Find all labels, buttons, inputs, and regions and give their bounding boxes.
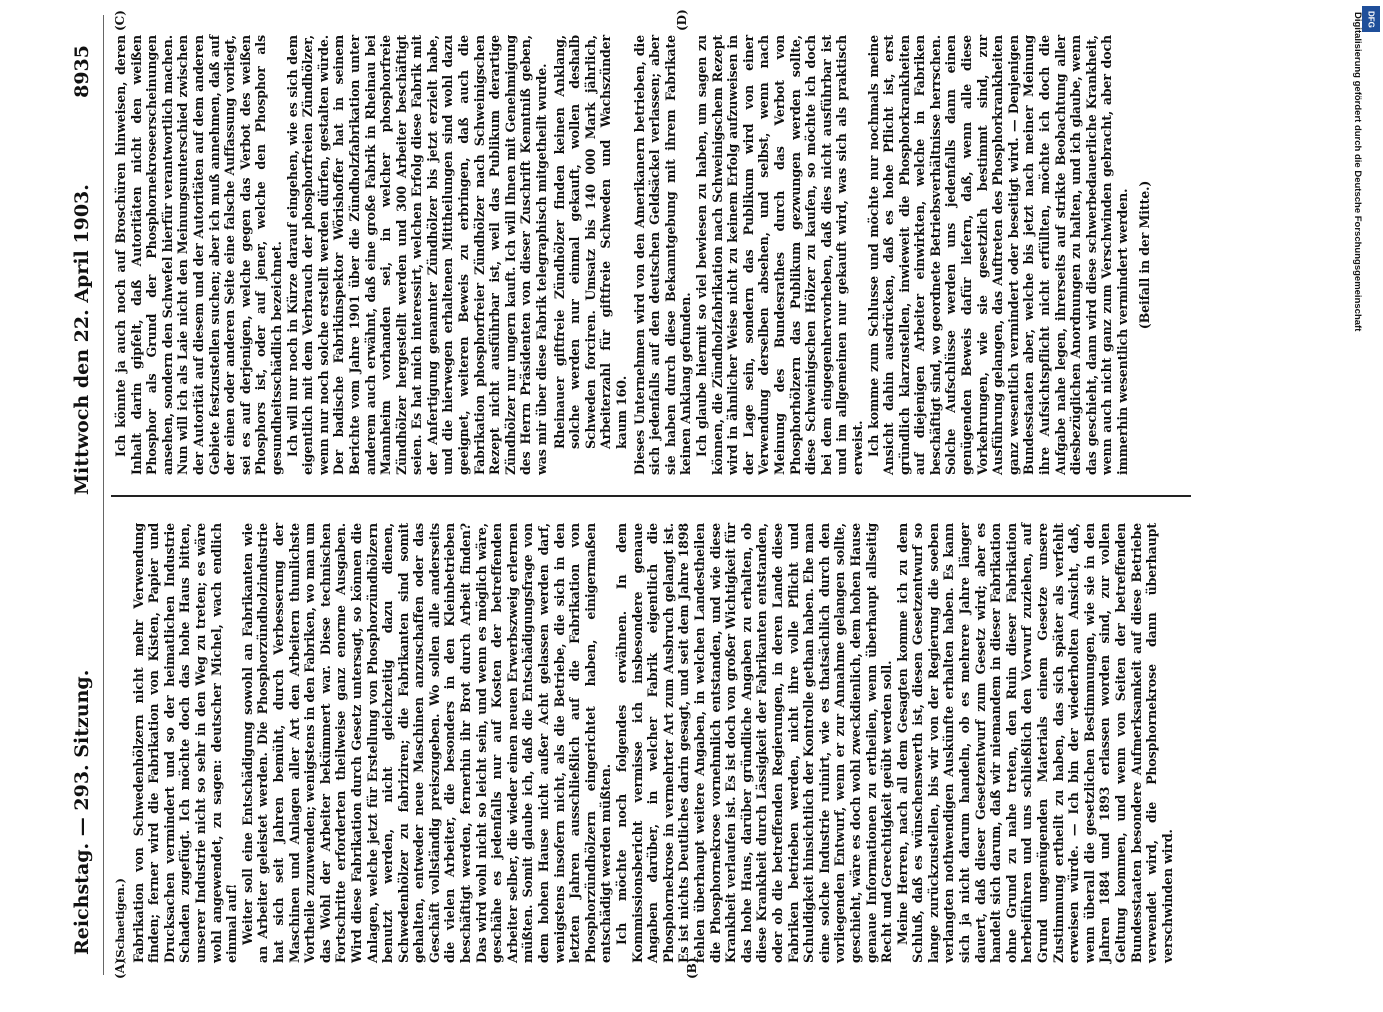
- speaker-label: (Schaetigen.): [113, 878, 127, 963]
- header-date: Mittwoch den 22. April 1903.: [71, 184, 93, 495]
- right-paragraph-2: Ich will nur noch in Kürze darauf eingehen, wie es sich dem eigentlich mit dem Verbrauch der phosphorfreien Zündhölzer, wenn nur noch solche erstellt werden dürfen, gestalten würde. Der badische Fabrikinspektor Wörishoffer hat in seinem Berichte vom Jahre 1901 über die Zündholzfabrikation unter anderem auch erwähnt, daß eine große Fabrik in Rheinau bei Mannheim vorhanden sei, in welcher phosphorfreie Zündhölzer hergestellt werden und 300 Arbeiter beschäftigt seien. Es hat mich interessirt, welchen Erfolg diese Fabrik mit der Anfertigung genannter Zündhölzer bis jetzt erzielt habe, und die hierwegen erhaltenen Mittheilungen sind wohl dazu geeignet, weiteren Beweis zu erbringen, daß auch die Fabrikation phosphorfreier Zündhölzer nach Schweinigschen Rezept nicht ausführbar ist, weil das Publikum derartige Zündhölzer nur ungern kauft. Ich will Ihnen mit Genehmigung des Herrn Präsidenten von dieser Zuschrift Kenntniß geben, was mir über diese Fabrik telegraphisch mitgetheilt wurde.: [284, 35, 550, 475]
- rotated-document-page: [65, 9, 1335, 979]
- marker-b: (B): [685, 957, 699, 979]
- right-paragraph-5: Ich komme zum Schlusse und möchte nur nochmals meine Ansicht dahin ausdrücken, daß es hohe Pflicht ist, erst gründlich klarzustellen, inwieweit die Phosphorkrankheiten auf diejenigen Arbeiter einwirkten, welche in Fabriken beschäftigt sind, wo geordnete Betriebsverhältnisse herrschen. Solche Aufschlüsse werden uns jedenfalls dann einen genügenden Beweis dafür liefern, daß, wenn alle diese Vorkehrungen, wie sie gesetzlich bestimmt sind, zur Ausführung gelangen, das Auftreten des Phosphorkrankheiten ganz wesentlich vermindert oder beseitigt wird. — Denjenigen Bundesstaaten aber, welche bis jetzt nach meiner Meinung ihre Aufsichtspflicht nicht erfüllten, möchte ich doch die Aufgabe nahe legen, ihrerseits auf strikte Beobachtung aller diesbezüglichen Anordnungen zu halten, und ich glaube, wenn das geschieht, dann wird diese schwerbedauerliche Krankheit, wenn auch nicht ganz zum Verschwinden gebracht, aber doch immerhin wesentlich vermindert werden.: [865, 35, 1130, 475]
- right-paragraph-4: Ich glaube hiermit so viel bewiesen zu haben, um sagen zu können, die Zündholzfabrikation nach Schweinigschem Rezept wird in ähnlicher Weise nicht zu keinem Erfolg aufzuweisen in der Lage sein, sondern das Publikum wird von einer Verwendung derselben absehen, und selbst, wenn nach Meinung des Bundesrathes durch das Verbot von Phosphorhölzern das Publikum gezwungen werden sollte, diese Schweinigschen Hölzer zu kaufen, so möchte ich doch bei dem eingegenhervorheben, daß dies nicht ausführbar ist und im allgemeinen nur gekauft wird, was sich als praktisch erweist.: [693, 35, 865, 475]
- left-paragraph-3: Ich möchte noch folgendes erwähnen. In dem Kommissionsbericht vermisse ich insbesondere genaue Angaben darüber, in welcher Fabrik eigentlich die Phosphornekrose in vermehrter Art zum Ausbruch gelangt ist. Es ist nichts Deutliches darin gesagt, und seit dem Jahre 1898 fehlen überhaupt weitere Angaben, in welchen Landestheilen die Phosphornekrose vornehmlich entstanden, und wie diese Krankheit verlaufen ist. Es ist doch von großer Wichtigkeit für das hohe Haus, darüber gründliche Angaben zu erhalten, ob diese Krankheit durch Lässigkeit der Fabrikanten entstanden, oder ob die betreffenden Regierungen, in deren Lande diese Fabriken betrieben werden, nicht ihre volle Pflicht und Schuldigkeit hinsichtlich der Kontrolle gethan haben. Ehe man eine solche Industrie ruinirt, wie es thatsächlich durch den vorliegenden Entwurf, wenn er zur Annahme gelangen sollte, geschieht, wäre es doch wohl zweckdienlich, dem hohen Hause genaue Informationen zu ertheilen, wenn überhaupt allseitig Recht und Gerechtigkeit geübt werden soll.: [614, 523, 895, 963]
- left-column: [113, 523, 1175, 963]
- dfg-logo: DFG: [1362, 6, 1380, 32]
- left-paragraph-1: Fabrikation von Schwedenhölzern nicht mehr Verwendung finden; ferner wird die Fabrikation von Kisten, Papier und Drucksachen vermindert und so der heimatlichen Industrie Schaden zugefügt. Ich möchte doch das hohe Haus bitten, unserer Industrie nicht so sehr in den Weg zu treten; es wäre wohl angewendet, zu sagen: deutscher Michel, wach endlich einmal auf!: [130, 523, 240, 963]
- left-paragraph-2: Weiter soll eine Entschädigung sowohl an Fabrikanten wie an Arbeiter geleistet werden. Die Phosphorzündholzindustrie hat sich seit Jahren bemüht, durch Verbesserung der Maschinen und Anlagen aller Art den Arbeitern thunlichste Vortheile zuzuwenden; wenigstens in den Fabriken, wo man um das Wohl der Arbeiter bekümmert war. Diese technischen Fortschritte erforderten theilweise ganz enorme Ausgaben. Wird diese Fabrikation durch Gesetz untersagt, so können die Anlagen, welche jetzt für Erstellung von Phosphorzündhölzern benutzt werden, nicht gleichzeitig dazu dienen, Schwedenhölzer zu fabriziren; die Fabrikanten sind somit gehalten, entweder neue Maschinen anzuschaffen oder das Geschäft vollständig preiszugeben. Wo sollen alle anderseits die vielen Arbeiter, die besonders in den Kleinbetrieben beschäftigt werden, fernerhin ihr Brot durch Arbeit finden? Das wird wohl nicht so leicht sein, und wenn es möglich wäre, geschähe es jedenfalls nur auf Kosten der betreffenden Arbeiter selber, die wieder einen neuen Erwerbszweig erlernen müßten. Somit glaube ich, daß die Entschädigungsfrage von dem hohen Hause nicht außer Acht gelassen werden darf, wenigstens insofern nicht, als die Betriebe, die sich in den letzten Jahren ausschließlich auf die Fabrikation von Phosphorzündhölzern eingerichtet haben, einigermaßen entschädigt werden müßten.: [239, 523, 614, 963]
- column-divider: [111, 495, 1191, 497]
- digitization-credit: Digitalisierung gefördert durch die Deutsche Forschungsgemeinschaft: [1352, 12, 1363, 332]
- marker-c: (C): [113, 10, 127, 31]
- marker-d: (D): [675, 9, 689, 31]
- right-column: [113, 35, 1152, 475]
- header-rule: [103, 15, 104, 975]
- header-left: Reichstag. — 293. Sitzung.: [71, 669, 93, 955]
- applause-note: (Beifall in der Mitte.): [1136, 180, 1152, 330]
- left-paragraph-4: Meine Herren, nach all dem Gesagten komme ich zu dem Schluß, daß es wünschenswerth ist, diesen Gesetzentwurf so lange zurückzustellen, bis wir von der Regierung die soeben verlangten nothwendigen Auskünfte erhalten haben. Es kann sich ja nicht darum handeln, ob es mehrere Jahre länger dauert, daß dieser Gesetzentwurf zum Gesetz wird; aber es handelt sich darum, daß wir niemandem in dieser Fabrikation ohne Grund zu nahe treten, den Ruin dieser Fabrikation herbeiführen und uns schließlich den Vorwurf zuziehen, auf Grund ungenügenden Materials einem Gesetze unsere Zustimmung ertheilt zu haben, das sich später als verfehlt erweisen würde. — Ich bin der wiederholten Ansicht, daß, wenn überall die gesetzlichen Bestimmungen, wie sie in den Jahren 1884 und 1893 erlassen worden sind, zur vollen Geltung kommen, und wenn von Seiten der betreffenden Bundesstaaten besondere Aufmerksamkeit auf diese Betriebe verwendet wird, die Phosphornekrose dann überhaupt verschwinden wird.: [894, 523, 1175, 963]
- right-paragraph-1: Ich könnte ja auch noch auf Broschüren hinweisen, deren Inhalt darin gipfelt, daß Autoritäten nicht den weißen Phosphor als Grund der Phosphornekroseerscheinungen ansehen, sondern den Schwefel hierfür verantwortlich machen. Nun will ich als Laie nicht den Meinungsunterschied zwischen der Autorität auf diesem und der Autoritäten auf dem anderen Gebiete festzustellen suchen; aber ich muß annehmen, daß auf der einen oder anderen Seite eine falsche Auffassung vorliegt, sei es auf derjenigen, welche gegen das Verbot des weißen Phosphors ist, oder auf jener, welche den Phosphor als gesundheitsschädlich bezeichnet.: [113, 35, 284, 475]
- telegram-quote: Rheinauer giftfreie Zündhölzer finden keinen Anklang, solche werden nur einmal gekauft, wollen deshalb Schweden forciren. Umsatz bis 140 000 Mark jährlich, Arbeiterzahl für giftfreie Schweden und Wachszünder kaum 160.: [551, 35, 629, 449]
- page-header: [65, 15, 101, 975]
- right-paragraph-3: Dieses Unternehmen wird von den Amerikanern betrieben, die sich jedenfalls auf den deutschen Geldsäckel verlassen; aber sie haben durch diese Bekanntgebung mit ihrem Fabrikate keinen Anklang gefunden.: [631, 35, 694, 475]
- marker-a: (A): [113, 958, 127, 979]
- page-number: 8935: [71, 45, 93, 98]
